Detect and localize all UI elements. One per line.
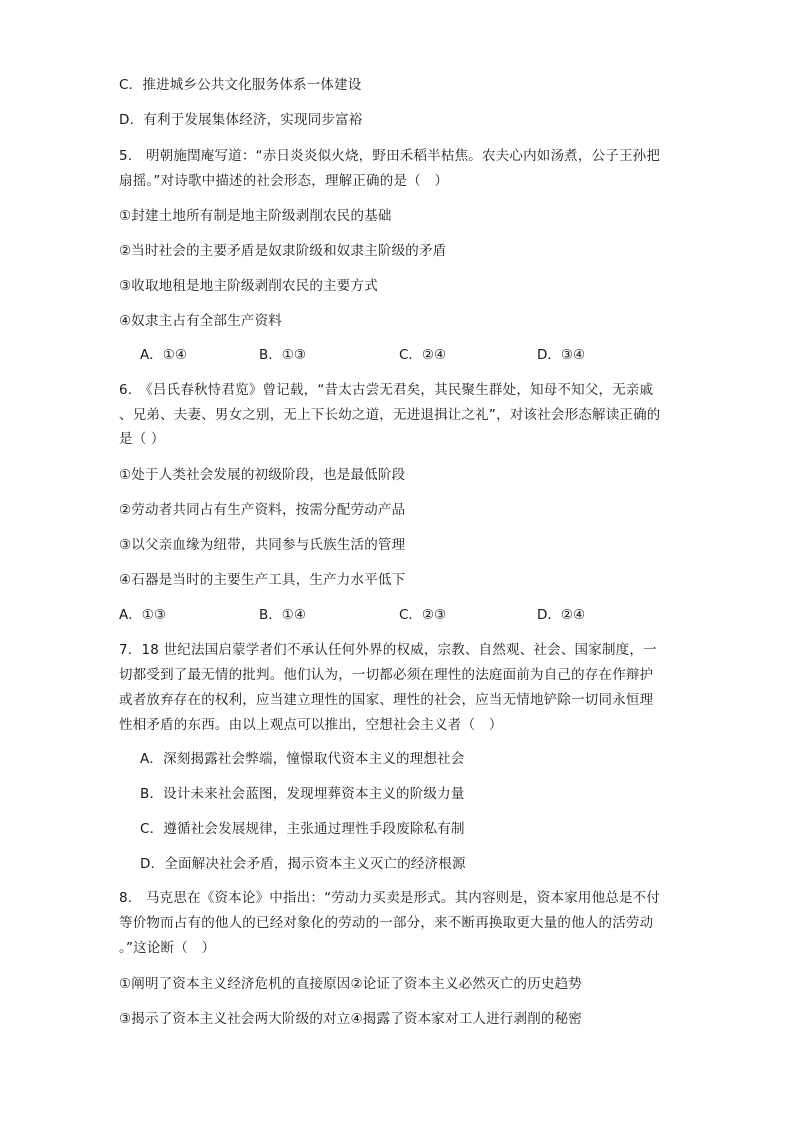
q7-option-c[interactable]: C．遵循社会发展规律，主张通过理性手段废除私有制	[140, 821, 465, 837]
q5-option-c[interactable]: C．②④	[399, 347, 447, 363]
q5-statement-4: ④奴隶主占有全部生产资料	[119, 313, 283, 329]
q6-statement-4: ④石器是当时的主要生产工具，生产力水平低下	[119, 572, 406, 588]
q5-stem-line-1: 5. 明朝施閏庵写道：“赤日炎炎似火烧，野田禾稻半枯焦。农夫心内如汤煮，公子王孙把	[119, 148, 661, 164]
q8-statements-3-4: ③揭示了资本主义社会两大阶级的对立④揭露了资本家对工人进行剥削的秘密	[119, 1011, 583, 1027]
q5-option-a[interactable]: A．①④	[140, 347, 187, 363]
q7-option-a[interactable]: A．深刻揭露社会弊端，憧憬取代资本主义的理想社会	[140, 751, 465, 767]
q8-stem-line-1: 8. 马克思在《资本论》中指出：“劳动力买卖是形式。其内容则是，资本家用他总是不付	[119, 890, 661, 906]
q5-statement-1: ①封建土地所有制是地主阶级剥削农民的基础	[119, 208, 392, 224]
q7-stem-line-3: 或者放弃存在的权利，应当建立理性的国家、理性的社会，应当无情地铲除一切同永恒理	[119, 692, 654, 708]
q6-stem-line-3: 是（ ）	[119, 431, 165, 447]
q6-option-d[interactable]: D．②④	[537, 607, 586, 623]
q7-option-d[interactable]: D．全面解决社会矛盾，揭示资本主义灭亡的经济根源	[140, 856, 466, 872]
q6-statement-2: ②劳动者共同占有生产资料，按需分配劳动产品	[119, 502, 406, 518]
q5-statement-3: ③收取地租是地主阶级剥削农民的主要方式	[119, 278, 378, 294]
q6-option-c[interactable]: C．②③	[399, 607, 447, 623]
q6-statement-3: ③以父亲血缘为纽带，共同参与氏族生活的管理	[119, 537, 406, 553]
q6-statement-1: ①处于人类社会发展的初级阶段，也是最低阶段	[119, 467, 406, 483]
q5-option-d[interactable]: D．③④	[537, 347, 586, 363]
q6-option-a[interactable]: A．①③	[119, 607, 166, 623]
q6-option-b[interactable]: B．①④	[259, 607, 306, 623]
q7-stem-line-1: 7．18 世纪法国启蒙学者们不承认任何外界的权威，宗教、自然观、社会、国家制度，一	[119, 642, 657, 658]
q5-option-b[interactable]: B．①③	[259, 347, 306, 363]
q7-option-b[interactable]: B．设计未来社会蓝图，发现埋葬资本主义的阶级力量	[140, 786, 465, 802]
q4-option-c: C．推进城乡公共文化服务体系一体建设	[119, 77, 362, 93]
q5-statement-2: ②当时社会的主要矛盾是奴隶阶级和奴隶主阶级的矛盾	[119, 243, 447, 259]
q7-stem-line-2: 切都受到了最无情的批判。他们认为，一切都必须在理性的法庭面前为自己的存在作辩护	[119, 667, 654, 683]
q6-stem-line-2: 、兄弟、夫妻、男女之别，无上下长幼之道，无进退揖让之礼”，对该社会形态解读正确的	[119, 407, 661, 423]
q5-stem-line-2: 扇摇。”对诗歌中描述的社会形态，理解正确的是（ ）	[119, 173, 449, 189]
q8-stem-line-2: 等价物而占有的他人的已经对象化的劳动的一部分，来不断再换取更大量的他人的活劳动	[119, 915, 654, 931]
q8-stem-line-3: 。”这论断（ ）	[119, 940, 216, 956]
q6-stem-line-1: 6. 《吕氏春秋恃君览》曾记载，“昔太古尝无君矣，其民聚生群处，知母不知父，无亲戚	[119, 382, 654, 398]
q8-statements-1-2: ①阐明了资本主义经济危机的直接原因②论证了资本主义必然灭亡的历史趋势	[119, 976, 583, 992]
q7-stem-line-4: 性相矛盾的东西。由以上观点可以推出，空想社会主义者（ ）	[119, 717, 503, 733]
q4-option-d: D．有利于发展集体经济，实现同步富裕	[119, 112, 363, 128]
